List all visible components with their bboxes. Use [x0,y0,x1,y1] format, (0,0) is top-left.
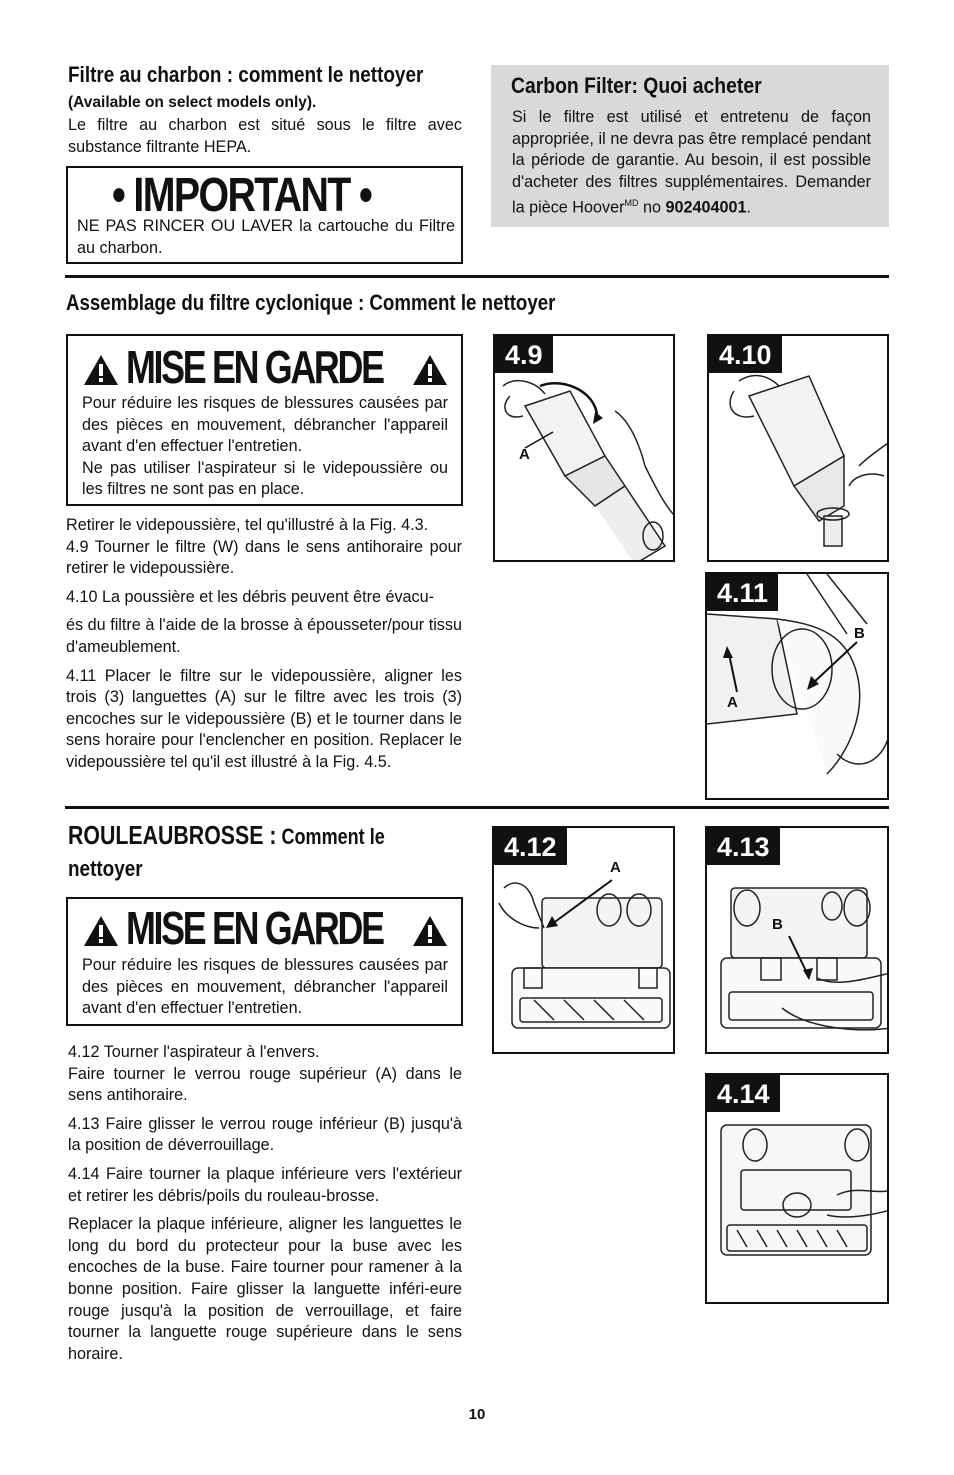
step-text: Replacer la plaque inférieure, aligner les languettes le long du bord du protecteur pour la buse avec les encoches de la buse. Faire tourner pour ramener à la bonne position. Faire glisser la languette inféri-eure rouge jusqu'à la position de verrouillage, et faire tourner la languette rouge supérieure dans le sens horaire. [68,1215,462,1363]
brushroll-steps [68,1042,462,1365]
figure-4-12 [492,826,675,1054]
brushroll-warning-box [66,897,463,1026]
carbon-buy-heading: Carbon Filter: Quoi acheter [511,73,762,98]
step-text: 4.9 Tourner le filtre (W) dans le sens antihoraire pour retirer le videpoussière. [66,537,462,578]
figure-label: 4.13 [707,828,780,865]
brushroll-heading: ROULEAUBROSSE : Comment le [68,820,385,850]
warning-triangle-icon [412,354,448,391]
figure-4-10 [707,334,889,562]
step-text: 4.10 La poussière et les débris peuvent être évacu- [66,587,435,606]
step-text: és du filtre à l'aide de la brosse à épousseter/pour tissu d'ameublement. [66,616,462,656]
carbon-buy-box [491,65,889,227]
cyclonic-warning-box [66,334,463,506]
figure-4-9 [493,334,675,562]
cyclonic-warning-text: Pour réduire les risques de blessures causées par des pièces en mouvement, débrancher l'appareil avant d'en effectuer l'entretien. Ne pas utiliser l'aspirateur si le videpoussière ou les filtres ne sont pas en place. [82,394,448,499]
warning-triangle-icon [83,354,119,391]
step-text: 4.14 Faire tourner la plaque inférieure vers l'extérieur et retirer les débris/poils du rouleau-brosse. [68,1164,462,1205]
figure-label: 4.14 [707,1075,780,1112]
section-divider [65,275,889,278]
charcoal-text: Le filtre au charbon est situé sous le filtre avec substance filtrante HEPA. [68,116,462,156]
warning-triangle-icon [83,915,119,952]
section-divider [65,806,889,809]
figure-4-11 [705,572,889,800]
figure-4-14 [705,1073,889,1304]
callout-label: B [854,625,865,642]
step-text: Faire tourner le verrou rouge supérieur (A) dans le sens antihoraire. [68,1064,462,1105]
cyclonic-heading: Assemblage du filtre cyclonique : Comment le nettoyer [66,290,556,315]
figure-label: 4.9 [495,336,553,373]
brushroll-warning-title: MISE EN GARDE [126,902,383,954]
warning-triangle-icon [412,915,448,952]
charcoal-note: (Available on select models only). [68,94,317,111]
step-text: Retirer le videpoussière, tel qu'illustré à la Fig. 4.3. [66,516,429,534]
brushroll-warning-text: Pour réduire les risques de blessures causées par des pièces en mouvement, débrancher l'appareil avant d'en effectuer l'entretien. [82,956,448,1018]
figure-label: 4.11 [707,574,778,611]
callout-label: B [772,916,783,933]
callout-label: A [519,446,530,463]
page-number: 10 [468,1406,486,1423]
important-text: NE PAS RINCER OU LAVER la cartouche du Filtre au charbon. [77,217,455,257]
step-text: 4.11 Placer le filtre sur le videpoussière, aligner les trois (3) languettes (A) sur le filtre avec les trois (3) encoches sur le videpoussière (B) et le tourner dans le sens horaire pour l'enclencher en position. Replacer le videpoussière tel qu'il est illustré à la Fig. 4.5. [66,666,462,771]
carbon-buy-text: Si le filtre est utilisé et entretenu de façon appropriée, il ne devra pas être remplacé pendant la période de garantie. Au besoin, il est possible d'acheter des filtres supplémentaires. Demander la pièce Hoover$^{MD}$ no 902404001. [512,108,871,217]
cyclonic-steps [66,515,462,774]
callout-label: A [727,694,738,711]
charcoal-heading: Filtre au charbon : comment le nettoyer [68,62,424,87]
callout-label: A [610,859,621,876]
step-text: 4.13 Faire glisser le verrou rouge inférieur (B) jusqu'à la position de déverrouillage. [68,1114,462,1155]
figure-label: 4.12 [494,828,567,865]
step-text: 4.12 Tourner l'aspirateur à l'envers. [68,1043,320,1061]
cyclonic-warning-title: MISE EN GARDE [126,341,383,393]
figure-4-13 [705,826,889,1054]
important-box [66,166,463,264]
important-title: • IMPORTANT • [112,169,372,222]
brushroll-heading-line2: nettoyer [68,856,143,881]
figure-label: 4.10 [709,336,782,373]
